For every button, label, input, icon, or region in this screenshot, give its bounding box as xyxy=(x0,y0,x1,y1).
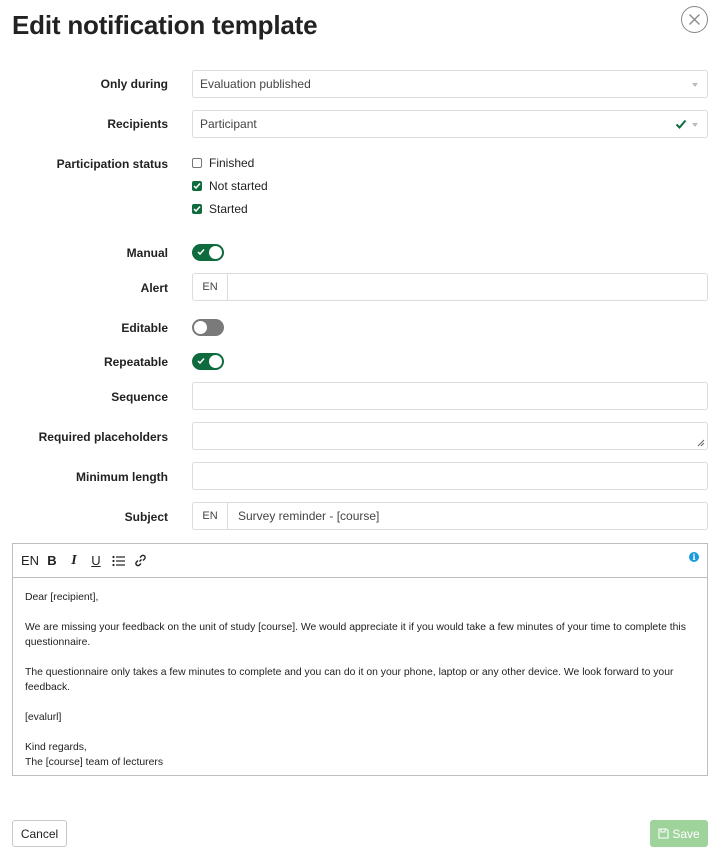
body-paragraph-1: We are missing your feedback on the unit of study [course]. We would appreciate it if you would take a few minutes of your time to complete this questionnaire. xyxy=(25,622,686,648)
toolbar-underline-button[interactable]: U xyxy=(91,553,101,568)
body-closing: Kind regards, xyxy=(25,742,87,753)
toggle-knob xyxy=(209,246,222,259)
checkbox-not-started-row[interactable] xyxy=(192,179,268,193)
check-icon xyxy=(675,118,687,130)
minimum-length-label: Minimum length xyxy=(76,470,168,484)
editable-label: Editable xyxy=(121,321,168,335)
toolbar-link-button[interactable] xyxy=(130,551,150,571)
alert-field[interactable] xyxy=(192,273,708,301)
close-icon xyxy=(688,13,701,26)
manual-toggle[interactable] xyxy=(192,244,224,261)
required-placeholders-label: Required placeholders xyxy=(38,430,168,444)
toggle-knob xyxy=(194,321,207,334)
toolbar-bullet-list-button[interactable] xyxy=(108,551,128,571)
bullet-list-icon xyxy=(112,555,125,567)
participation-status-label: Participation status xyxy=(56,157,168,171)
editable-toggle[interactable] xyxy=(192,319,224,336)
checkbox-started-label: Started xyxy=(209,202,248,216)
subject-field[interactable] xyxy=(192,502,708,530)
editor-toolbar xyxy=(13,544,707,578)
check-icon xyxy=(193,182,201,190)
body-signature: The [course] team of lecturers xyxy=(25,757,164,768)
close-button[interactable] xyxy=(681,6,708,33)
chevron-down-icon xyxy=(692,83,698,87)
body-greeting: Dear [recipient], xyxy=(25,592,99,603)
only-during-value: Evaluation published xyxy=(200,77,311,91)
link-icon xyxy=(134,554,147,567)
checkbox-started[interactable] xyxy=(192,204,202,214)
save-button[interactable] xyxy=(650,820,708,847)
recipients-label: Recipients xyxy=(107,117,168,131)
minimum-length-input[interactable] xyxy=(192,462,708,490)
subject-value[interactable]: Survey reminder - [course] xyxy=(238,509,380,523)
alert-label: Alert xyxy=(140,281,168,295)
info-icon[interactable]: i xyxy=(689,552,699,562)
repeatable-label: Repeatable xyxy=(103,355,168,369)
checkbox-finished-row[interactable] xyxy=(192,156,254,170)
sequence-label: Sequence xyxy=(111,390,168,404)
recipients-value: Participant xyxy=(200,117,257,131)
recipients-select[interactable] xyxy=(192,110,708,138)
repeatable-toggle[interactable] xyxy=(192,353,224,370)
body-paragraph-3: [evalurl] xyxy=(25,712,62,723)
toolbar-language-button[interactable]: EN xyxy=(20,553,40,568)
check-icon xyxy=(197,248,205,256)
required-placeholders-textarea[interactable] xyxy=(192,422,708,450)
cancel-button[interactable]: Cancel xyxy=(12,820,67,847)
only-during-label: Only during xyxy=(100,77,168,91)
toolbar-bold-button[interactable]: B xyxy=(47,553,57,568)
manual-label: Manual xyxy=(126,246,168,260)
toolbar-italic-button[interactable]: I xyxy=(71,552,77,568)
body-paragraph-2: The questionnaire only takes a few minutes to complete and you can do it on your phone, laptop or any other device. We look forward to your feedback. xyxy=(25,667,674,693)
check-icon xyxy=(193,205,201,213)
page-title: Edit notification template xyxy=(12,10,318,40)
message-editor xyxy=(12,543,708,776)
checkbox-not-started-label: Not started xyxy=(209,179,268,193)
chevron-down-icon xyxy=(692,123,698,127)
resize-grip-icon[interactable] xyxy=(697,439,705,447)
only-during-select[interactable] xyxy=(192,70,708,98)
check-icon xyxy=(197,357,205,365)
checkbox-finished[interactable] xyxy=(192,158,202,168)
editor-body[interactable] xyxy=(13,578,707,770)
checkbox-not-started[interactable] xyxy=(192,181,202,191)
alert-lang: EN xyxy=(193,274,228,300)
alert-value[interactable] xyxy=(228,274,707,300)
checkbox-started-row[interactable] xyxy=(192,202,248,216)
sequence-input[interactable] xyxy=(192,382,708,410)
save-button-label: Save xyxy=(672,826,700,841)
save-icon xyxy=(658,828,669,839)
toggle-knob xyxy=(209,355,222,368)
checkbox-finished-label: Finished xyxy=(209,156,255,170)
subject-label: Subject xyxy=(124,510,168,524)
subject-lang: EN xyxy=(193,503,228,529)
